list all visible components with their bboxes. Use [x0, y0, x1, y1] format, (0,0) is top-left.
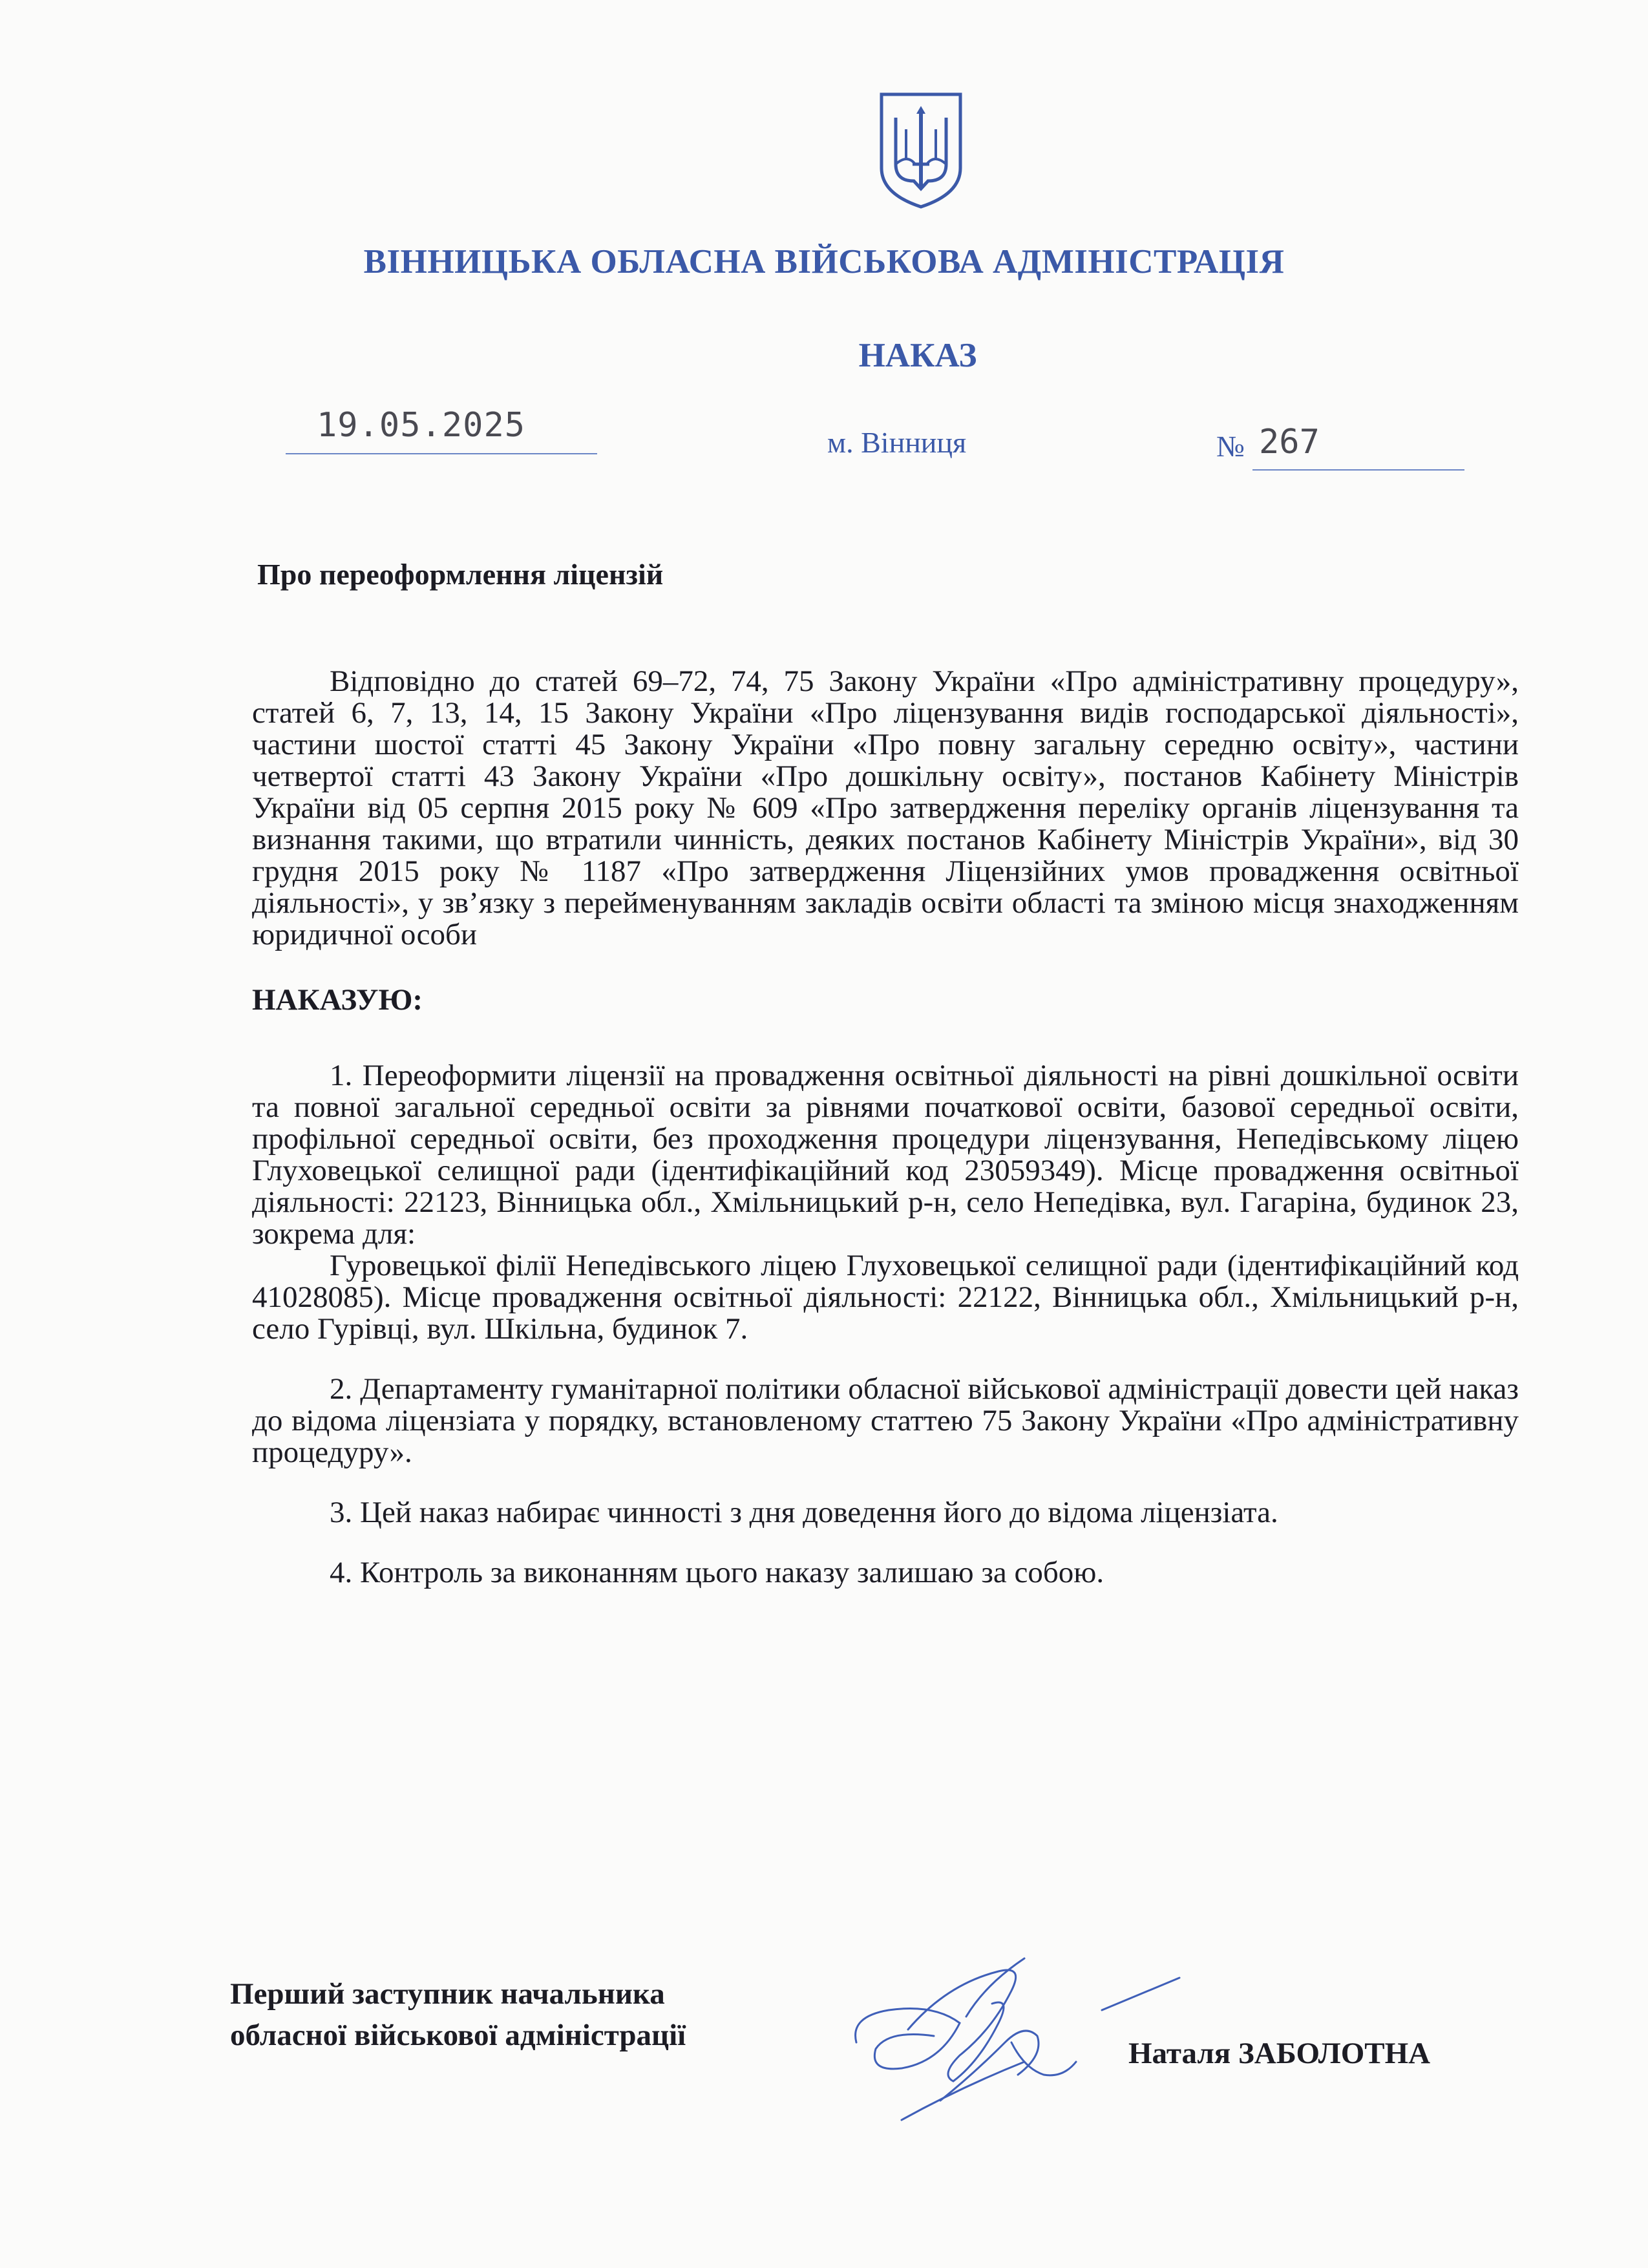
coat-of-arms-icon — [878, 92, 964, 209]
date-underline — [286, 452, 597, 454]
order-word: НАКАЗУЮ: — [252, 983, 423, 1017]
signatory-name: Наталя ЗАБОЛОТНА — [1128, 2037, 1431, 2070]
order-date: 19.05.2025 — [317, 406, 526, 445]
order-item-4: 4. Контроль за виконанням цього наказу залишаю за собою. — [330, 1556, 1104, 1589]
number-underline — [1252, 468, 1464, 471]
order-item-1: 1. Переоформити ліцензії на провадження освітньої діяльності на рівні дошкільної освіти та повної загальної середньої освіти за рівнями початкової освіти, базової середньої освіти, профільної середньої освіти, без проходження процедури ліцензування, Непедівському ліцею Глуховецької селищної ради (ідентифікаційний код 23059349). Місце провадження освітньої діяльності: 22123, Вінницька обл., Хмільницький р-н, село Непедівка, вул. Гагаріна, будинок 23, зокрема для: — [252, 1059, 1519, 1251]
order-item-3: 3. Цей наказ набирає чинності з дня доведення його до відома ліцензіата. — [330, 1496, 1278, 1529]
order-subject: Про переоформлення ліцензій — [257, 558, 664, 591]
preamble-paragraph: Відповідно до статей 69–72, 74, 75 Закону України «Про адміністративну процедуру», статей 6, 7, 13, 14, 15 Закону України «Про ліцензування видів господарської діяльності», частини шостої статті 45 Закону України «Про повну загальну середню освіту», частини четвертої статті 43 Закону України «Про дошкільну освіту», постанов Кабінету Міністрів України від 05 серпня 2015 року № 609 «Про затвердження переліку органів ліцензування та визнання такими, що втратили чинність, деяких постанов Кабінету Міністрів України», від 30 грудня 2015 року № 1187 «Про затвердження Ліцензійних умов провадження освітньої діяльності», у зв’язку з перейменуванням закладів освіти області та зміною місця знаходженням юридичної особи — [252, 664, 1519, 951]
order-city: м. Вінниця — [827, 426, 967, 459]
number-sign: № — [1216, 430, 1245, 463]
order-item-2: 2. Департаменту гуманітарної політики обласної військової адміністрації довести цей наказ до відома ліцензіата у порядку, встановленому статтею 75 Закону України «Про адміністративну процедуру». — [252, 1372, 1519, 1469]
order-body — [252, 666, 1519, 1589]
order-item-1-sub: Гуровецької філії Непедівського ліцею Глуховецької селищної ради (ідентифікаційний код 41028085). Місце провадження освітньої діяльності: 22122, Вінницька обл., Хмільницький р-н, село Гурівці, вул. Шкільна, будинок 7. — [252, 1249, 1519, 1346]
organization-title: ВІННИЦЬКА ОБЛАСНА ВІЙСЬКОВА АДМІНІСТРАЦІЯ — [363, 243, 1285, 281]
position-line-2: обласної військової адміністрації — [230, 2019, 686, 2052]
document-type: НАКАЗ — [858, 337, 977, 374]
position-line-1: Перший заступник начальника — [230, 1977, 665, 2011]
order-number: 267 — [1259, 423, 1320, 461]
signatory-position — [230, 1973, 686, 2056]
